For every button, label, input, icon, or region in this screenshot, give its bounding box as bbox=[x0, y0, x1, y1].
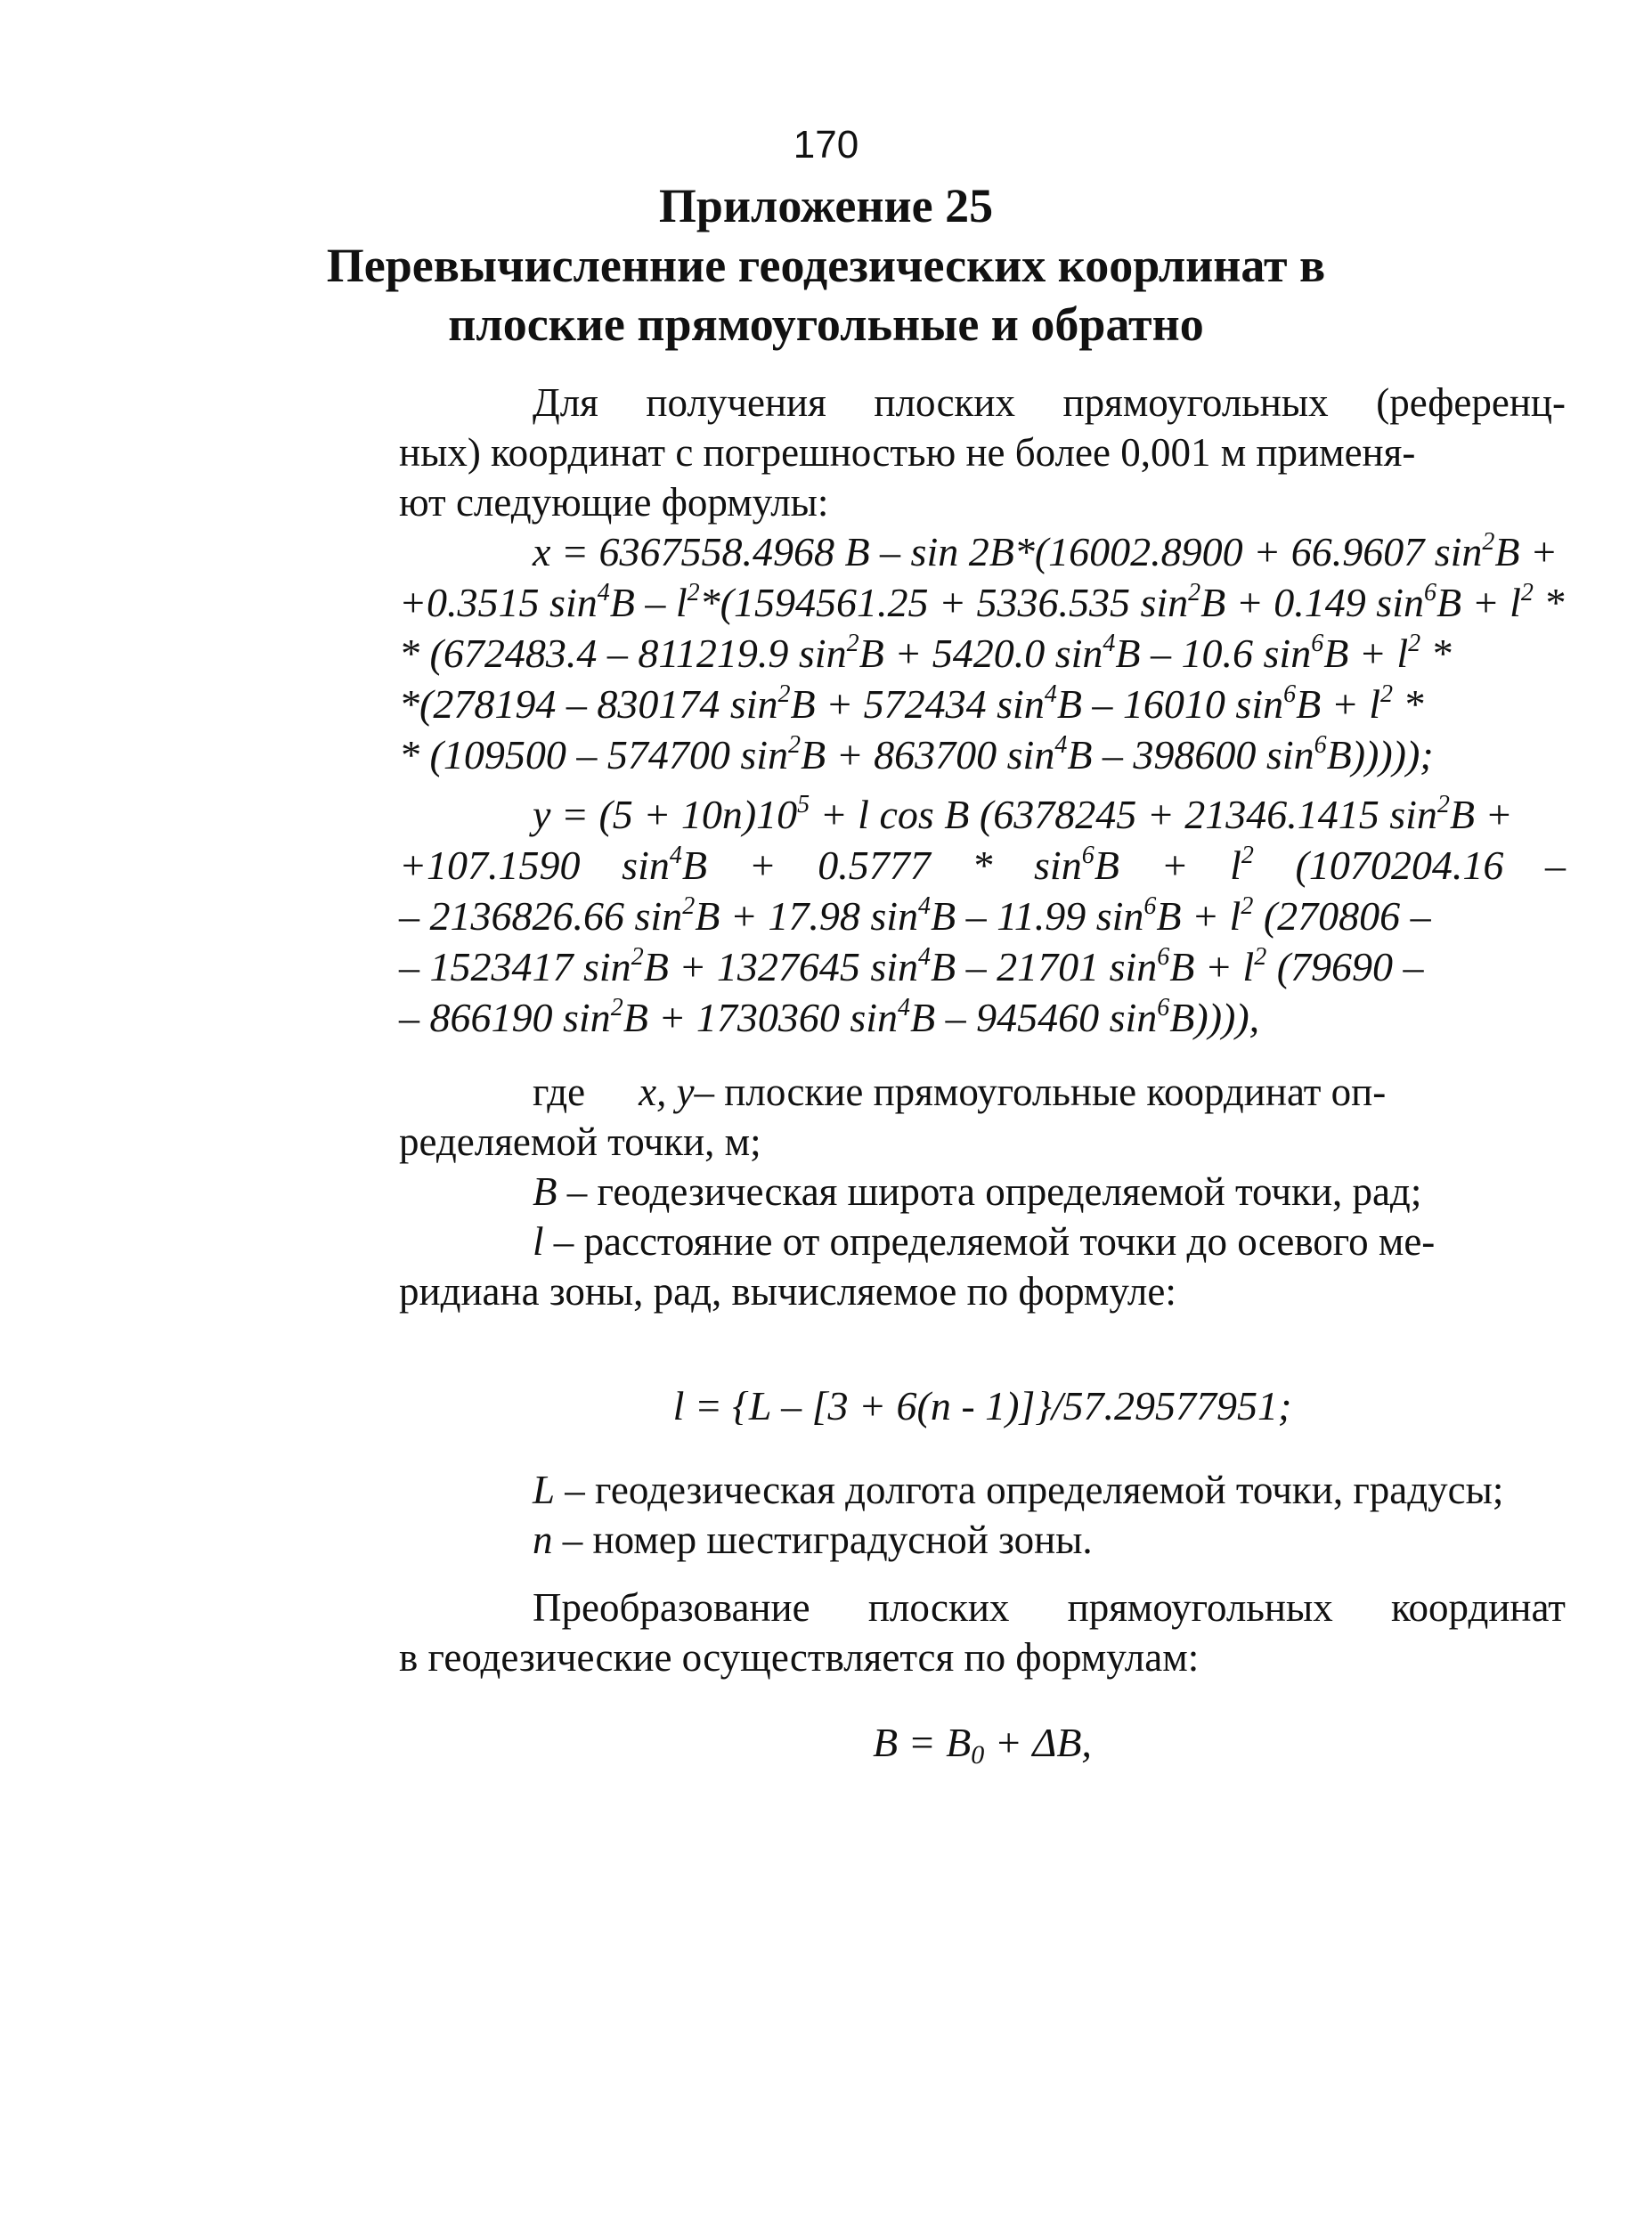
intro-word: (референц- bbox=[1376, 380, 1566, 425]
exp: 2 bbox=[631, 943, 644, 971]
b-text: – геодезическая широта определяемой точки, рад; bbox=[557, 1169, 1422, 1214]
fx5d: B))))); bbox=[1326, 732, 1434, 777]
exp: 2 bbox=[1241, 892, 1254, 920]
where-l-line bbox=[399, 1217, 1566, 1266]
intro-word: плоских bbox=[874, 380, 1015, 425]
fy3e: (270806 – bbox=[1253, 893, 1431, 939]
where-section bbox=[399, 1067, 1566, 1316]
where-word: где bbox=[533, 1070, 586, 1114]
exp: 2 bbox=[1380, 680, 1394, 708]
where-xy-text: – плоские прямоугольные координат оп- bbox=[694, 1070, 1387, 1114]
fy2h: B bbox=[1094, 842, 1119, 888]
intro-line-3: ют следующие формулы: bbox=[399, 480, 829, 525]
formula-x-line-4 bbox=[399, 679, 1566, 729]
where-l-line-2: ридиана зоны, рад, вычисляемое по формуле: bbox=[399, 1269, 1176, 1314]
exp: 6 bbox=[1143, 892, 1157, 920]
formula-y-line-5 bbox=[399, 992, 1566, 1043]
exp: 4 bbox=[597, 579, 610, 606]
L-text: – геодезическая долгота определяемой точки, градусы; bbox=[555, 1468, 1504, 1512]
fy5c: B – 945460 sin bbox=[910, 995, 1158, 1040]
transform-word: координат bbox=[1390, 1585, 1566, 1630]
exp: 2 bbox=[687, 579, 700, 606]
fx2a: +0.3515 sin bbox=[399, 580, 598, 625]
intro-line-1 bbox=[399, 378, 1566, 427]
fy5a: – 866190 sin bbox=[399, 995, 611, 1040]
formula-x-line-2 bbox=[399, 577, 1566, 628]
exp: 4 bbox=[1103, 630, 1116, 657]
appendix-title: Приложение 25 bbox=[658, 179, 994, 232]
exp: 4 bbox=[918, 943, 932, 971]
fy2-l2 bbox=[1230, 840, 1254, 891]
fy4e: (79690 – bbox=[1266, 944, 1424, 989]
formula-x-line-3 bbox=[399, 628, 1566, 679]
xy-symbol: x, y bbox=[639, 1070, 695, 1114]
formula-y-line-1 bbox=[399, 789, 1566, 840]
fy2-sin4 bbox=[622, 840, 707, 891]
intro-line-2: ных) координат с погрешностью не более 0,001 м применя- bbox=[399, 430, 1416, 475]
transform-word: Преобразование bbox=[533, 1585, 810, 1630]
l-definition bbox=[399, 1465, 1566, 1515]
fy5d: B)))), bbox=[1169, 995, 1260, 1040]
fx2b: B – l bbox=[609, 580, 688, 625]
fy1b: + l cos B (6378245 + 21346.1415 sin bbox=[810, 792, 1437, 837]
title-line-1: Перевычисленние геодезических коорлинат в bbox=[326, 239, 1326, 292]
fy2g: sin bbox=[1034, 842, 1082, 888]
exp: 6 bbox=[1157, 943, 1170, 971]
intro-word: прямоугольных bbox=[1062, 380, 1329, 425]
L-symbol: L bbox=[533, 1468, 556, 1512]
fx2f: * bbox=[1533, 580, 1565, 625]
b-symbol: B bbox=[533, 1169, 557, 1214]
fx4e: * bbox=[1393, 681, 1424, 727]
fy2f: * bbox=[972, 842, 993, 888]
transform-line-1 bbox=[399, 1583, 1566, 1632]
fx5a: * (109500 – 574700 sin bbox=[399, 732, 788, 777]
fx3d: B + l bbox=[1323, 631, 1409, 676]
fx2e: B + l bbox=[1436, 580, 1521, 625]
where-line-2: ределяемой точки, м; bbox=[399, 1119, 761, 1164]
transform-word: плоских bbox=[867, 1585, 1010, 1630]
exp: 2 bbox=[1241, 842, 1254, 869]
exp: 4 bbox=[669, 842, 682, 869]
fx4a: *(278194 – 830174 sin bbox=[399, 681, 778, 727]
fy5b: B + 1730360 sin bbox=[623, 995, 899, 1040]
exp: 2 bbox=[1254, 943, 1267, 971]
exp: 6 bbox=[1081, 842, 1095, 869]
transform-word: прямоугольных bbox=[1067, 1585, 1333, 1630]
fx5b: B + 863700 sin bbox=[801, 732, 1055, 777]
fy4c: B – 21701 sin bbox=[931, 944, 1158, 989]
sub: 0 bbox=[971, 1740, 985, 1770]
exp: 2 bbox=[610, 994, 623, 1021]
formula-y bbox=[399, 789, 1566, 1043]
where-b-line bbox=[399, 1167, 1566, 1217]
fb-b: + ΔB, bbox=[984, 1720, 1092, 1765]
exp: 4 bbox=[898, 994, 911, 1021]
intro-paragraph bbox=[399, 378, 1566, 527]
n-text: – номер шестиградусной зоны. bbox=[552, 1518, 1093, 1562]
fy2d: + bbox=[748, 842, 777, 888]
page-number: 170 bbox=[793, 123, 859, 167]
exp: 6 bbox=[1283, 680, 1297, 708]
fy2b: sin bbox=[622, 842, 670, 888]
exp: 2 bbox=[846, 630, 859, 657]
definitions bbox=[399, 1465, 1566, 1565]
exp: 2 bbox=[788, 731, 801, 759]
fy2m: – bbox=[1544, 842, 1566, 888]
fy2c: B bbox=[681, 842, 707, 888]
exp: 2 bbox=[777, 680, 791, 708]
formula-x-line-5 bbox=[399, 729, 1566, 780]
formula-l: l = {L – [3 + 6(n - 1)]}/57.29577951; bbox=[672, 1383, 1292, 1428]
transform-line-2: в геодезические осуществляется по формулам: bbox=[399, 1635, 1200, 1680]
fx1b: B + bbox=[1494, 529, 1558, 574]
formula-y-line-3 bbox=[399, 891, 1566, 941]
fy2j: l bbox=[1230, 842, 1241, 888]
exp: 4 bbox=[1054, 731, 1068, 759]
fx1a: x = 6367558.4968 B – sin 2B*(16002.8900 + 66.9607 sin bbox=[533, 529, 1483, 574]
fx5c: B – 398600 sin bbox=[1067, 732, 1314, 777]
fy3c: B – 11.99 sin bbox=[931, 893, 1144, 939]
exp: 6 bbox=[1311, 630, 1324, 657]
fy4d: B + l bbox=[1169, 944, 1255, 989]
fy3b: B + 17.98 sin bbox=[695, 893, 919, 939]
exp: 2 bbox=[1482, 528, 1495, 556]
fx4b: B + 572434 sin bbox=[790, 681, 1045, 727]
exp: 2 bbox=[1188, 579, 1201, 606]
exp: 5 bbox=[797, 791, 810, 818]
exp: 4 bbox=[1044, 680, 1057, 708]
fx3c: B – 10.6 sin bbox=[1115, 631, 1312, 676]
fy4b: B + 1327645 sin bbox=[643, 944, 919, 989]
fx3a: * (672483.4 – 811219.9 sin bbox=[399, 631, 847, 676]
exp: 2 bbox=[1436, 791, 1450, 818]
fx4d: B + l bbox=[1296, 681, 1381, 727]
exp: 2 bbox=[682, 892, 696, 920]
l-symbol: l bbox=[533, 1219, 544, 1264]
fy1c: B + bbox=[1449, 792, 1513, 837]
fx3b: B + 5420.0 sin bbox=[859, 631, 1103, 676]
formula-x bbox=[399, 526, 1566, 780]
exp: 6 bbox=[1157, 994, 1170, 1021]
fy2a: +107.1590 bbox=[399, 842, 581, 888]
fy3a: – 2136826.66 sin bbox=[399, 893, 683, 939]
fx3e: * bbox=[1420, 631, 1452, 676]
n-definition bbox=[399, 1515, 1566, 1565]
formula-y-line-2 bbox=[399, 840, 1566, 891]
exp: 2 bbox=[1408, 630, 1421, 657]
where-line-1 bbox=[399, 1067, 1566, 1117]
fy1a: y = (5 + 10n)10 bbox=[533, 792, 798, 837]
fx4c: B – 16010 sin bbox=[1056, 681, 1284, 727]
l-text: – расстояние от определяемой точки до осевого ме- bbox=[543, 1219, 1436, 1264]
intro-word: Для bbox=[533, 380, 598, 425]
fy2e: 0.5777 bbox=[818, 842, 931, 888]
fy4a: – 1523417 sin bbox=[399, 944, 631, 989]
fx2c: *(1594561.25 + 5336.535 sin bbox=[699, 580, 1189, 625]
fx2d: B + 0.149 sin bbox=[1200, 580, 1424, 625]
formula-b bbox=[399, 1717, 1566, 1768]
exp: 6 bbox=[1314, 731, 1327, 759]
intro-word: получения bbox=[646, 380, 826, 425]
fy2i: + bbox=[1160, 842, 1189, 888]
fy2-sin6 bbox=[1034, 840, 1119, 891]
title-line-2: плоские прямоугольные и обратно bbox=[448, 297, 1204, 351]
exp: 2 bbox=[1520, 579, 1534, 606]
formula-x-line-1 bbox=[399, 526, 1566, 577]
fy3d: B + l bbox=[1156, 893, 1241, 939]
n-symbol: n bbox=[533, 1518, 553, 1562]
exp: 6 bbox=[1424, 579, 1436, 606]
fy2k: (1070204.16 bbox=[1295, 842, 1504, 888]
fb-a: B = B bbox=[873, 1720, 972, 1765]
exp: 4 bbox=[918, 892, 932, 920]
formula-y-line-4 bbox=[399, 941, 1566, 992]
transform-paragraph bbox=[399, 1583, 1566, 1682]
